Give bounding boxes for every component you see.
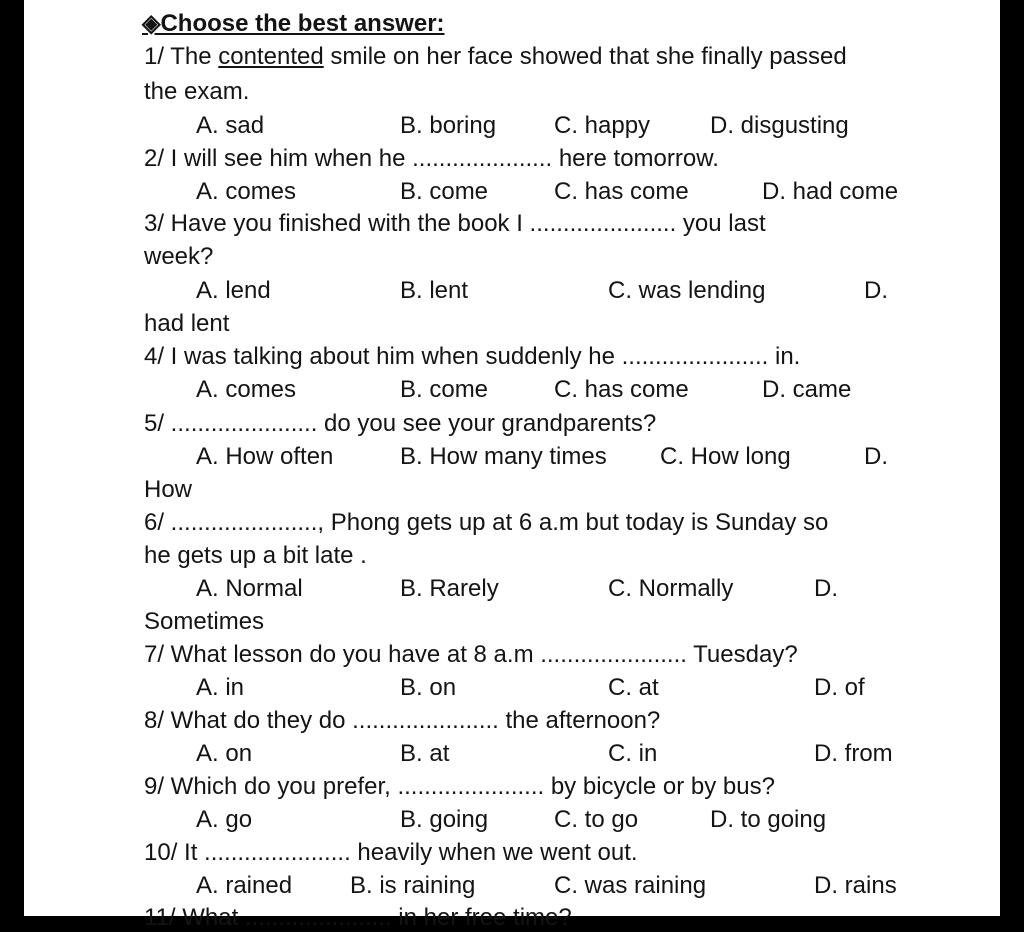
q7-option-a: A. in xyxy=(196,674,245,701)
q1-option-c: C. happy xyxy=(554,112,651,139)
question-6: 6/ ......................, Phong gets up at 6 a.m but today is Sunday so xyxy=(144,509,829,536)
q7-option-c: C. at xyxy=(608,674,659,701)
q8-option-a: A. on xyxy=(196,740,253,767)
q5-option-b: B. How many times xyxy=(400,443,607,470)
q3-option-a: A. lend xyxy=(196,277,271,304)
q3-option-b: B. lent xyxy=(400,277,469,304)
question-9: 9/ Which do you prefer, ...................... by bicycle or by bus? xyxy=(144,773,775,800)
question-1-underlined-word: contented xyxy=(218,43,324,70)
q4-option-a: A. comes xyxy=(196,376,297,403)
q4-option-b: B. come xyxy=(400,376,489,403)
q5-option-c: C. How long xyxy=(660,443,791,470)
q10-option-b: B. is raining xyxy=(350,872,476,899)
q9-option-c: C. to go xyxy=(554,806,639,833)
question-2: 2/ I will see him when he ..................... here tomorrow. xyxy=(144,145,719,172)
q6-option-a: A. Normal xyxy=(196,575,303,602)
question-4: 4/ I was talking about him when suddenly he ...................... in. xyxy=(144,343,801,370)
q7-option-d: D. of xyxy=(814,674,865,701)
q8-option-b: B. at xyxy=(400,740,450,767)
question-1-text-start: The xyxy=(170,43,219,70)
question-1 xyxy=(144,43,847,71)
q3-option-c: C. was lending xyxy=(608,277,766,304)
question-8: 8/ What do they do ...................... the afternoon? xyxy=(144,707,661,734)
worksheet-heading: ◈Choose the best answer: xyxy=(142,10,445,37)
q10-option-c: C. was raining xyxy=(554,872,707,899)
question-11-cutoff: 11/ What ...................... in her free time? xyxy=(144,904,572,931)
q6-option-d: D. xyxy=(814,575,838,602)
q9-option-d: D. to going xyxy=(710,806,827,833)
q6-option-c: C. Normally xyxy=(608,575,734,602)
q6-option-d-wrap: Sometimes xyxy=(144,608,265,635)
q4-option-d: D. came xyxy=(762,376,852,403)
q7-option-b: B. on xyxy=(400,674,457,701)
q3-option-d-wrap: had lent xyxy=(144,310,230,337)
q5-option-d-wrap: How xyxy=(144,476,193,503)
q5-option-a: A. How often xyxy=(196,443,334,470)
q2-option-d: D. had come xyxy=(762,178,899,205)
worksheet-page xyxy=(24,0,1000,931)
q6-option-b: B. Rarely xyxy=(400,575,499,602)
question-1-text-end: smile on her face showed that she finally passed xyxy=(323,43,847,70)
q10-option-d: D. rains xyxy=(814,872,897,899)
q2-option-a: A. comes xyxy=(196,178,297,205)
question-5: 5/ ...................... do you see your grandparents? xyxy=(144,410,657,437)
q4-option-c: C. has come xyxy=(554,376,689,403)
q8-option-c: C. in xyxy=(608,740,658,767)
q2-option-c: C. has come xyxy=(554,178,689,205)
question-1-continued: the exam. xyxy=(144,78,250,105)
q5-option-d: D. xyxy=(864,443,888,470)
q3-option-d: D. xyxy=(864,277,888,304)
question-10: 10/ It ...................... heavily when we went out. xyxy=(144,839,638,866)
question-6-continued: he gets up a bit late . xyxy=(144,542,367,569)
q10-option-a: A. rained xyxy=(196,872,293,899)
q2-option-b: B. come xyxy=(400,178,489,205)
q1-option-a: A. sad xyxy=(196,112,265,139)
q1-option-b: B. boring xyxy=(400,112,497,139)
question-3: 3/ Have you finished with the book I ...................... you last xyxy=(144,210,766,237)
q8-option-d: D. from xyxy=(814,740,893,767)
question-3-continued: week? xyxy=(144,243,214,270)
q9-option-b: B. going xyxy=(400,806,489,833)
q1-option-d: D. disgusting xyxy=(710,112,849,139)
q9-option-a: A. go xyxy=(196,806,253,833)
question-7: 7/ What lesson do you have at 8 a.m ...................... Tuesday? xyxy=(144,641,798,668)
question-1-number: 1/ xyxy=(144,43,165,70)
